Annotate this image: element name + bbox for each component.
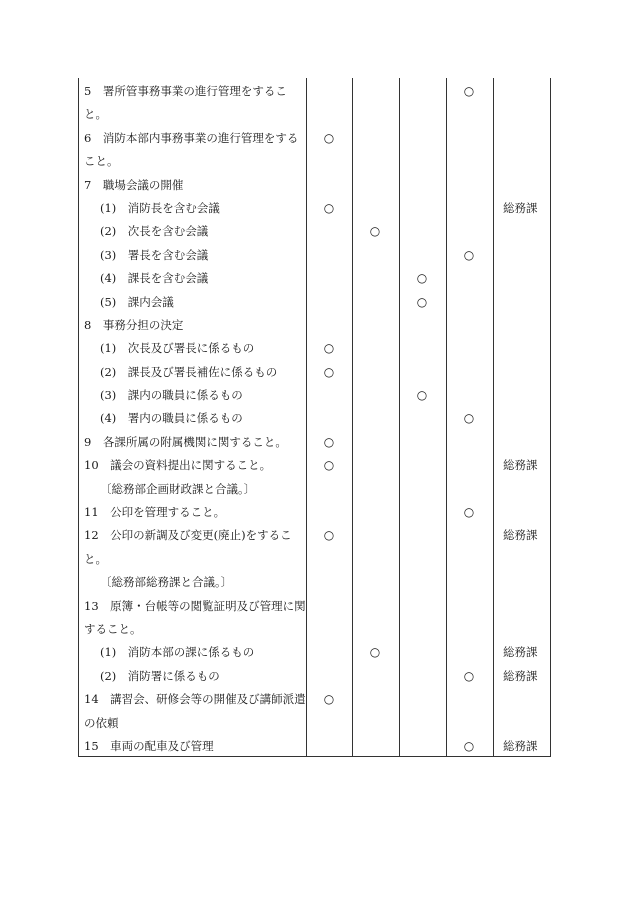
duty-description: 11 公印を管理すること。 [84, 505, 226, 520]
duty-description: (1) 消防本部の課に係るもの [100, 645, 255, 660]
table-row [78, 524, 551, 547]
responsibility-mark-c4: ○ [463, 247, 475, 262]
responsibility-mark-c1: ○ [323, 364, 335, 379]
table-row [78, 384, 551, 407]
duty-description: 〔総務部総務課と合議。〕 [100, 575, 233, 590]
table-row [78, 361, 551, 384]
duty-description: と。 [84, 551, 107, 566]
duty-description: 9 各課所属の附属機関に関すること。 [84, 434, 287, 449]
table-row [78, 80, 551, 103]
table-row [78, 688, 551, 711]
responsibility-mark-c1: ○ [323, 130, 335, 145]
duty-description: 13 原簿・台帳等の閲覧証明及び管理に関 [84, 598, 306, 613]
department-label: 総務課 [503, 738, 538, 753]
table-row [78, 618, 551, 641]
responsibility-mark-c3: ○ [416, 388, 428, 403]
duty-description: 10 議会の資料提出に関すること。 [84, 458, 272, 473]
duty-description: 15 車両の配車及び管理 [84, 738, 214, 753]
table-row [78, 641, 551, 664]
duty-description: (1) 次長及び署長に係るもの [100, 341, 255, 356]
table-row [78, 291, 551, 314]
table-row [78, 267, 551, 290]
table-row [78, 337, 551, 360]
table-row [78, 220, 551, 243]
responsibility-mark-c4: ○ [463, 505, 475, 520]
table-row [78, 197, 551, 220]
responsibility-mark-c1: ○ [323, 528, 335, 543]
duty-description: (3) 署長を含む会議 [100, 247, 209, 262]
responsibility-mark-c1: ○ [323, 434, 335, 449]
table-row [78, 314, 551, 337]
table-row [78, 103, 551, 126]
table-row [78, 454, 551, 477]
duty-description: こと。 [84, 154, 119, 169]
duty-description: と。 [84, 107, 107, 122]
duty-description: 12 公印の新調及び変更(廃止)をするこ [84, 528, 292, 543]
duty-description: (4) 署内の職員に係るもの [100, 411, 243, 426]
duty-description: 〔総務部企画財政課と合議。〕 [100, 481, 256, 496]
responsibility-mark-c1: ○ [323, 692, 335, 707]
table-row [78, 712, 551, 735]
duty-description: (4) 課長を含む会議 [100, 271, 209, 286]
responsibility-mark-c4: ○ [463, 411, 475, 426]
table-row [78, 735, 551, 758]
department-label: 総務課 [503, 458, 538, 473]
table-row [78, 407, 551, 430]
duty-description: (2) 消防署に係るもの [100, 668, 220, 683]
duty-description: (2) 課長及び署長補佐に係るもの [100, 364, 278, 379]
duty-description: 5 署所管事務事業の進行管理をするこ [84, 84, 287, 98]
table-row [78, 244, 551, 267]
table-row [78, 548, 551, 571]
responsibility-mark-c2: ○ [369, 224, 381, 239]
responsibility-mark-c2: ○ [369, 645, 381, 660]
duty-description: (1) 消防長を含む会議 [100, 200, 220, 215]
duty-description: 14 講習会、研修会等の開催及び講師派遣 [84, 692, 306, 707]
duty-description: の依頼 [84, 715, 119, 730]
table-row [78, 595, 551, 618]
duty-table [78, 80, 551, 758]
responsibility-mark-c4: ○ [463, 738, 475, 753]
department-label: 総務課 [503, 528, 538, 543]
responsibility-mark-c3: ○ [416, 271, 428, 286]
responsibility-mark-c1: ○ [323, 458, 335, 473]
table-row [78, 478, 551, 501]
department-label: 総務課 [503, 200, 538, 215]
table-row [78, 431, 551, 454]
table-row [78, 174, 551, 197]
responsibility-mark-c1: ○ [323, 200, 335, 215]
duty-description: 8 事務分担の決定 [84, 317, 184, 332]
table-row [78, 665, 551, 688]
table-row [78, 127, 551, 150]
responsibility-mark-c1: ○ [323, 341, 335, 356]
duty-description: (3) 課内の職員に係るもの [100, 388, 243, 403]
table-row [78, 501, 551, 524]
table-row [78, 150, 551, 173]
responsibility-mark-c3: ○ [416, 294, 428, 309]
responsibility-mark-c4: ○ [463, 84, 475, 98]
department-label: 総務課 [503, 668, 538, 683]
responsibility-mark-c4: ○ [463, 668, 475, 683]
duty-description: (2) 次長を含む会議 [100, 224, 209, 239]
duty-description: 6 消防本部内事務事業の進行管理をする [84, 130, 299, 145]
duty-description: すること。 [84, 621, 142, 636]
duty-description: 7 職場会議の開催 [84, 177, 184, 192]
duty-description: (5) 課内会議 [100, 294, 174, 309]
department-label: 総務課 [503, 645, 538, 660]
table-row [78, 571, 551, 594]
